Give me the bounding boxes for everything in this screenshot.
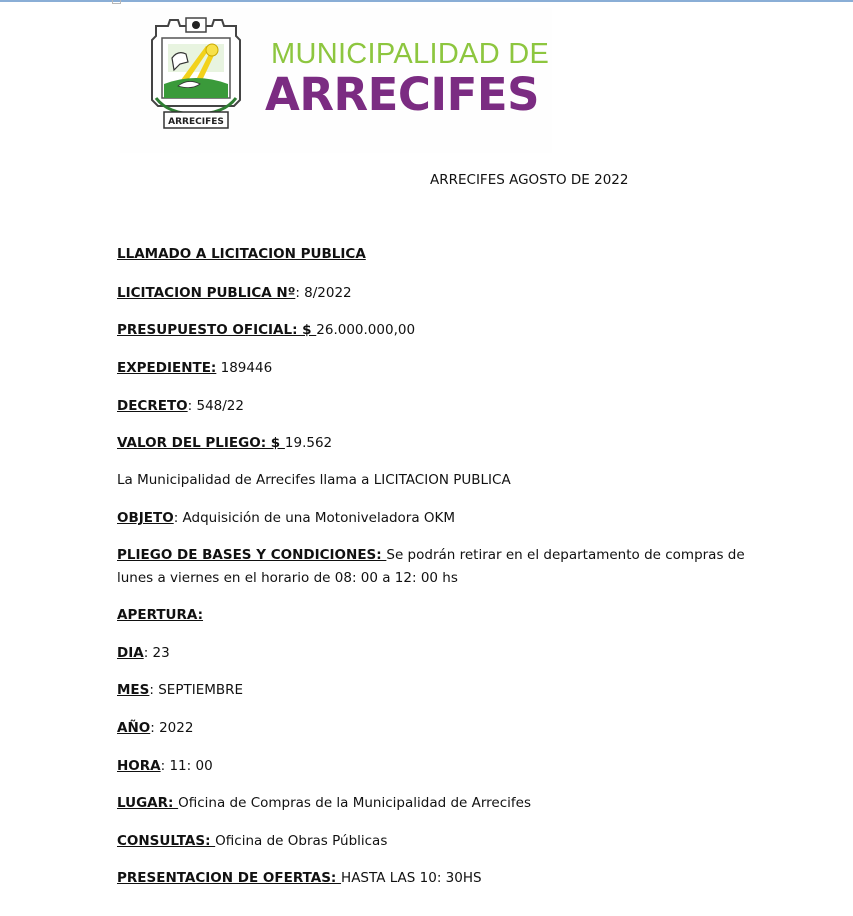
field-presentacion-ofertas [117, 867, 482, 890]
objeto-label: OBJETO [117, 510, 174, 526]
field-anio [117, 717, 193, 740]
field-apertura [117, 604, 203, 627]
expediente-label: EXPEDIENTE: [117, 360, 217, 376]
lugar-value: Oficina de Compras de la Municipalidad de Arrecifes [178, 795, 532, 811]
decreto-label: DECRETO [117, 398, 188, 414]
field-mes [117, 679, 243, 702]
document-heading [117, 243, 366, 266]
field-expediente [117, 357, 272, 380]
apertura-label: APERTURA: [117, 607, 204, 623]
anio-value: : 2022 [150, 720, 194, 736]
hora-label: HORA [117, 758, 161, 774]
objeto-value: : Adquisición de una Motoniveladora OKM [173, 510, 456, 526]
lugar-label: LUGAR: [117, 795, 179, 811]
consultas-value: Oficina de Obras Públicas [215, 833, 388, 849]
pliego-value: Se podrán retirar en el departamento de compras de lunes a viernes en el horario de 08: 00 a 12: 00 hs [117, 547, 745, 586]
licitacion-value: : 8/2022 [295, 285, 352, 301]
field-presupuesto [117, 319, 415, 342]
pliego-label: PLIEGO DE BASES Y CONDICIONES: [117, 547, 387, 563]
expediente-value: 189446 [216, 360, 273, 376]
field-dia [117, 642, 170, 665]
field-hora [117, 755, 213, 778]
field-decreto [117, 395, 244, 418]
mes-value: : SEPTIEMBRE [149, 682, 244, 698]
crest-banner-text: ARRECIFES [168, 117, 224, 127]
presupuesto-label: PRESUPUESTO OFICIAL: $ [117, 322, 317, 338]
consultas-label: CONSULTAS: [117, 833, 216, 849]
field-licitacion [117, 282, 352, 305]
ofertas-value: HASTA LAS 10: 30HS [341, 870, 482, 886]
presupuesto-value: 26.000.000,00 [316, 322, 416, 338]
licitacion-label: LICITACION PUBLICA Nº [117, 285, 296, 301]
valor-label: VALOR DEL PLIEGO: $ [117, 435, 285, 451]
dia-value: : 23 [143, 645, 170, 661]
logo-title-city: ARRECIFES [265, 68, 540, 121]
anio-label: AÑO [117, 720, 151, 736]
intro-paragraph: La Municipalidad de Arrecifes llama a LICITACION PUBLICA [117, 472, 511, 488]
field-lugar [117, 792, 531, 815]
hora-value: : 11: 00 [160, 758, 213, 774]
logo-title-top: MUNICIPALIDAD DE [271, 38, 550, 70]
field-consultas [117, 830, 387, 853]
window-top-border [0, 0, 853, 2]
valor-value: 19.562 [284, 435, 333, 451]
dia-label: DIA [117, 645, 144, 661]
field-objeto [117, 507, 455, 530]
field-pliego [117, 544, 757, 590]
ofertas-label: PRESENTACION DE OFERTAS: [117, 870, 342, 886]
decreto-value: : 548/22 [187, 398, 244, 414]
coat-of-arms-icon [148, 14, 244, 136]
document-date: ARRECIFES AGOSTO DE 2022 [430, 172, 629, 188]
mes-label: MES [117, 682, 150, 698]
heading-text: LLAMADO A LICITACION PUBLICA [117, 246, 366, 262]
municipal-letterhead [120, 8, 552, 153]
page-corner-mark [112, 0, 121, 4]
field-valor-pliego [117, 432, 332, 455]
